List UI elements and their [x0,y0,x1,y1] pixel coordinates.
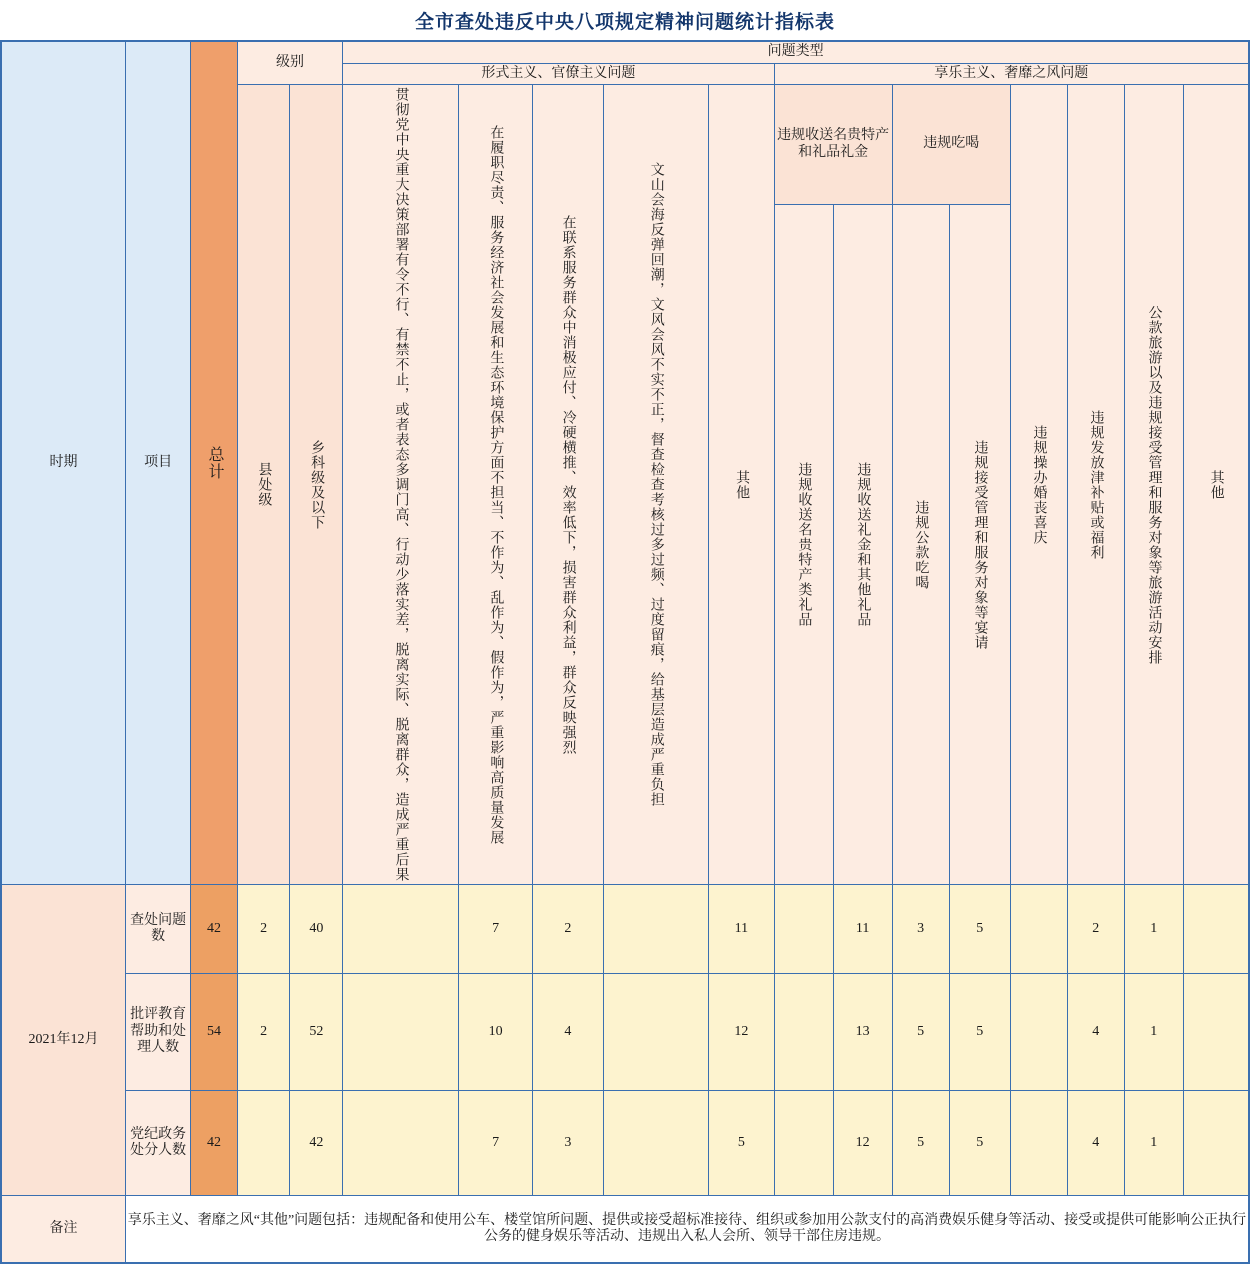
header-group-formalism: 形式主义、官僚主义问题 [343,63,774,85]
cell-r2-c8: 12 [833,1091,892,1196]
cell-r2-c14 [1183,1091,1249,1196]
note-label: 备注 [1,1196,125,1264]
cell-r2-c0 [237,1091,290,1196]
row-total-criticized: 54 [191,974,237,1091]
header-formalism-col-4: 文山会海反弹回潮，文风会风不实不正，督查检查考核过多过频、过度留痕，给基层造成严重负担 [603,85,708,885]
header-level-xiangke: 乡科级及以下 [290,85,343,885]
statistics-table [0,40,1250,1264]
cell-r0-c8: 11 [833,885,892,974]
cell-r0-c12: 2 [1067,885,1124,974]
cell-r0-c0: 2 [237,885,290,974]
cell-r1-c4: 4 [533,974,604,1091]
header-hedonism-col-gift-specialty: 违规收送名贵特产类礼品 [774,205,833,885]
header-level-xianchu: 县处级 [237,85,290,885]
header-hedonism-col-gift-money: 违规收送礼金和其他礼品 [833,205,892,885]
row-label-criticized: 批评教育帮助和处理人数 [125,974,190,1091]
header-row-1 [1,41,1249,63]
header-hedonism-col-other: 其他 [1183,85,1249,885]
cell-r2-c13: 1 [1124,1091,1183,1196]
cell-r0-c13: 1 [1124,885,1183,974]
cell-r2-c12: 4 [1067,1091,1124,1196]
header-hedonism-sub-eat: 违规吃喝 [892,85,1010,205]
header-hedonism-col-allowance: 违规发放津补贴或福利 [1067,85,1124,885]
cell-r1-c7 [774,974,833,1091]
header-level-group: 级别 [237,41,342,85]
header-total-label: 总计 [206,446,224,481]
cell-r0-c4: 2 [533,885,604,974]
cell-r1-c8: 13 [833,974,892,1091]
cell-r2-c1: 42 [290,1091,343,1196]
header-group-hedonism: 享乐主义、奢靡之风问题 [774,63,1249,85]
cell-r0-c1: 40 [290,885,343,974]
table-row [1,974,1249,1091]
cell-r1-c12: 4 [1067,974,1124,1091]
cell-r2-c2 [343,1091,459,1196]
header-formalism-col-other: 其他 [709,85,774,885]
page-title: 全市查处违反中央八项规定精神问题统计指标表 [0,0,1250,40]
cell-r0-c10: 5 [949,885,1010,974]
cell-r1-c5 [603,974,708,1091]
cell-r1-c9: 5 [892,974,949,1091]
row-label-punished: 党纪政务处分人数 [125,1091,190,1196]
cell-r0-c5 [603,885,708,974]
cell-r0-c2 [343,885,459,974]
header-formalism-col-2: 在履职尽责、服务经济社会发展和生态环境保护方面不担当、不作为、乱作为、假作为，严重影响高质量发展 [459,85,533,885]
period-value: 2021年12月 [1,885,125,1196]
header-project: 项目 [125,41,190,885]
cell-r1-c10: 5 [949,974,1010,1091]
row-label-investigated: 查处问题数 [125,885,190,974]
note-text: 享乐主义、奢靡之风“其他”问题包括：违规配备和使用公车、楼堂馆所问题、提供或接受超标准接待、组织或参加用公款支付的高消费娱乐健身等活动、接受或提供可能影响公正执行公务的健身娱乐等活动、违规出入私人会所、领导干部住房违规。 [125,1196,1249,1264]
header-period: 时期 [1,41,125,885]
cell-r2-c5 [603,1091,708,1196]
cell-r1-c2 [343,974,459,1091]
cell-r2-c3: 7 [459,1091,533,1196]
header-hedonism-sub-gift: 违规收送名贵特产和礼品礼金 [774,85,892,205]
cell-r1-c11 [1010,974,1067,1091]
cell-r1-c6: 12 [709,974,774,1091]
cell-r0-c11 [1010,885,1067,974]
cell-r0-c14 [1183,885,1249,974]
cell-r0-c9: 3 [892,885,949,974]
header-problem-type: 问题类型 [343,41,1249,63]
header-hedonism-col-banquet: 违规接受管理和服务对象等宴请 [949,205,1010,885]
cell-r0-c7 [774,885,833,974]
header-formalism-col-1: 贯彻党中央重大决策部署有令不行、有禁不止，或者表态多调门高、行动少落实差，脱离实际、脱离群众，造成严重后果 [343,85,459,885]
table-row [1,1091,1249,1196]
header-formalism-col-3: 在联系服务群众中消极应付、冷硬横推、效率低下，损害群众利益，群众反映强烈 [533,85,604,885]
cell-r2-c9: 5 [892,1091,949,1196]
cell-r1-c1: 52 [290,974,343,1091]
cell-r0-c3: 7 [459,885,533,974]
header-hedonism-col-wedding: 违规操办婚丧喜庆 [1010,85,1067,885]
cell-r2-c6: 5 [709,1091,774,1196]
header-total [191,41,237,885]
header-hedonism-col-public-funds-dining: 违规公款吃喝 [892,205,949,885]
table-row [1,885,1249,974]
cell-r0-c6: 11 [709,885,774,974]
cell-r2-c10: 5 [949,1091,1010,1196]
header-hedonism-col-travel: 公款旅游以及违规接受管理和服务对象等旅游活动安排 [1124,85,1183,885]
cell-r1-c13: 1 [1124,974,1183,1091]
cell-r1-c3: 10 [459,974,533,1091]
cell-r2-c11 [1010,1091,1067,1196]
cell-r2-c4: 3 [533,1091,604,1196]
row-total-investigated: 42 [191,885,237,974]
cell-r1-c14 [1183,974,1249,1091]
cell-r1-c0: 2 [237,974,290,1091]
row-total-punished: 42 [191,1091,237,1196]
footer-row [1,1196,1249,1264]
cell-r2-c7 [774,1091,833,1196]
